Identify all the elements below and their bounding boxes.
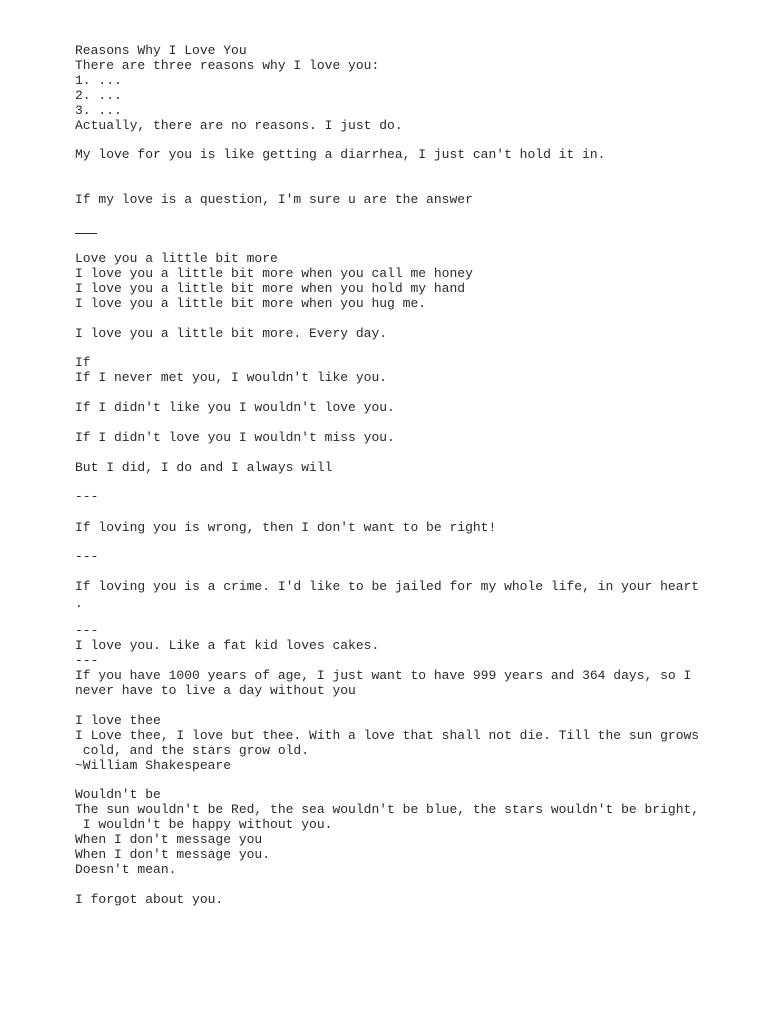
- text-line: If I didn't love you I wouldn't miss you.: [75, 430, 395, 445]
- separator-rule: [75, 233, 97, 234]
- text-line: My love for you is like getting a diarrhea, I just can't hold it in.: [75, 147, 606, 162]
- text-line: If: [75, 355, 91, 370]
- text-line: I love you a little bit more when you hug me.: [75, 296, 427, 311]
- text-line: 1. ...: [75, 73, 122, 88]
- text-line: I love you. Like a fat kid loves cakes.: [75, 638, 380, 653]
- text-line: The sun wouldn't be Red, the sea wouldn't be blue, the stars wouldn't be bright,: [75, 802, 700, 817]
- separator-dashes: ---: [75, 549, 99, 564]
- text-line: cold, and the stars grow old.: [75, 743, 310, 758]
- text-line: If you have 1000 years of age, I just want to have 999 years and 364 days, so I: [75, 668, 692, 683]
- text-line: There are three reasons why I love you:: [75, 58, 380, 73]
- text-line: I love thee: [75, 713, 161, 728]
- document-title: Reasons Why I Love You: [75, 43, 247, 58]
- text-line: If my love is a question, I'm sure u are the answer: [75, 192, 473, 207]
- text-line: When I don't message you: [75, 832, 263, 847]
- text-line: When I don't message you.: [75, 847, 271, 862]
- text-line: I love you a little bit more. Every day.: [75, 326, 388, 341]
- text-line: Doesn't mean.: [75, 862, 177, 877]
- text-line: 3. ...: [75, 103, 122, 118]
- text-line: I love you a little bit more when you call me honey: [75, 266, 473, 281]
- text-line: If loving you is a crime. I'd like to be jailed for my whole life, in your heart: [75, 579, 700, 594]
- separator-dashes: ---: [75, 489, 99, 504]
- text-line: Actually, there are no reasons. I just do.: [75, 118, 403, 133]
- text-line: Wouldn't be: [75, 787, 161, 802]
- text-line: Love you a little bit more: [75, 251, 278, 266]
- separator-dashes: ---: [75, 623, 99, 638]
- separator-dashes: ---: [75, 653, 99, 668]
- text-line: But I did, I do and I always will: [75, 460, 333, 475]
- text-line: 2. ...: [75, 88, 122, 103]
- text-line: I Love thee, I love but thee. With a love that shall not die. Till the sun grows: [75, 728, 700, 743]
- text-line: If I didn't like you I wouldn't love you.: [75, 400, 395, 415]
- text-line: If I never met you, I wouldn't like you.: [75, 370, 388, 385]
- quote-attribution: ~William Shakespeare: [75, 758, 232, 773]
- text-line: I wouldn't be happy without you.: [75, 817, 333, 832]
- text-line: If loving you is wrong, then I don't want to be right!: [75, 520, 497, 535]
- text-line: I forgot about you.: [75, 892, 224, 907]
- text-line: never have to live a day without you: [75, 683, 356, 698]
- text-line: I love you a little bit more when you hold my hand: [75, 281, 466, 296]
- text-line: .: [75, 596, 83, 611]
